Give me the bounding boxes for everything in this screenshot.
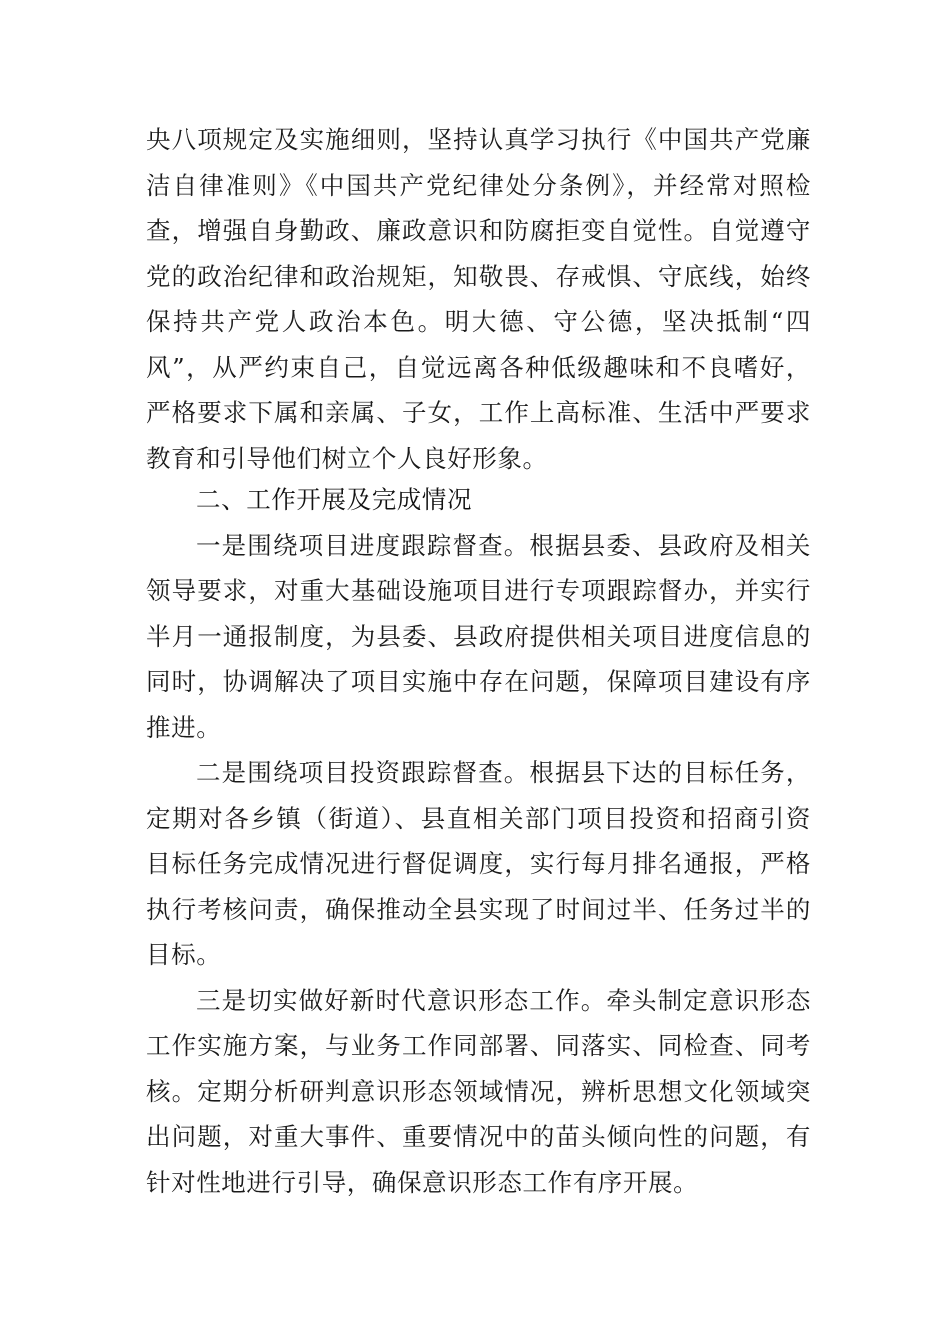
paragraph-line: 一是围绕项目进度跟踪督查。根据县委、县政府及相关	[196, 531, 811, 560]
intro-line: 查，增强自身勤政、廉政意识和防腐拒变自觉性。自觉遵守	[146, 216, 811, 245]
paragraph-line: 针对性地进行引导，确保意识形态工作有序开展。	[146, 1168, 699, 1197]
paragraph-line: 领导要求，对重大基础设施项目进行专项跟踪督办，并实行	[146, 576, 811, 605]
intro-line: 保持共产党人政治本色。明大德、守公德，坚决抵制“四	[146, 307, 811, 336]
paragraph-line: 定期对各乡镇（街道）、县直相关部门项目投资和招商引资	[146, 804, 811, 833]
paragraph-line: 出问题，对重大事件、重要情况中的苗头倾向性的问题，有	[146, 1122, 811, 1151]
paragraph-line: 核。定期分析研判意识形态领域情况，辨析思想文化领域突	[146, 1077, 811, 1106]
intro-line: 严格要求下属和亲属、子女，工作上高标准、生活中严要求	[146, 398, 811, 427]
paragraph-line: 二是围绕项目投资跟踪督查。根据县下达的目标任务，	[196, 758, 811, 787]
paragraph-line: 工作实施方案，与业务工作同部署、同落实、同检查、同考	[146, 1031, 811, 1060]
intro-line: 党的政治纪律和政治规矩，知敬畏、存戒惧、守底线，始终	[146, 262, 811, 291]
intro-line: 教育和引导他们树立个人良好形象。	[146, 444, 548, 473]
paragraph-line: 目标。	[146, 940, 222, 969]
paragraph-line: 半月一通报制度，为县委、县政府提供相关项目进度信息的	[146, 622, 811, 651]
paragraph-line: 三是切实做好新时代意识形态工作。牵头制定意识形态	[196, 986, 811, 1015]
paragraph-line: 推进。	[146, 713, 222, 742]
paragraph-line: 同时，协调解决了项目实施中存在问题，保障项目建设有序	[146, 667, 811, 696]
intro-line: 风”，从严约束自己，自觉远离各种低级趣味和不良嗜好，	[146, 353, 811, 382]
intro-line: 央八项规定及实施细则，坚持认真学习执行《中国共产党廉	[146, 125, 811, 154]
paragraph-line: 目标任务完成情况进行督促调度，实行每月排名通报，严格	[146, 849, 811, 878]
section-heading: 二、工作开展及完成情况	[196, 485, 473, 514]
intro-line: 洁自律准则》《中国共产党纪律处分条例》，并经常对照检	[146, 171, 811, 200]
paragraph-line: 执行考核问责，确保推动全县实现了时间过半、任务过半的	[146, 895, 811, 924]
